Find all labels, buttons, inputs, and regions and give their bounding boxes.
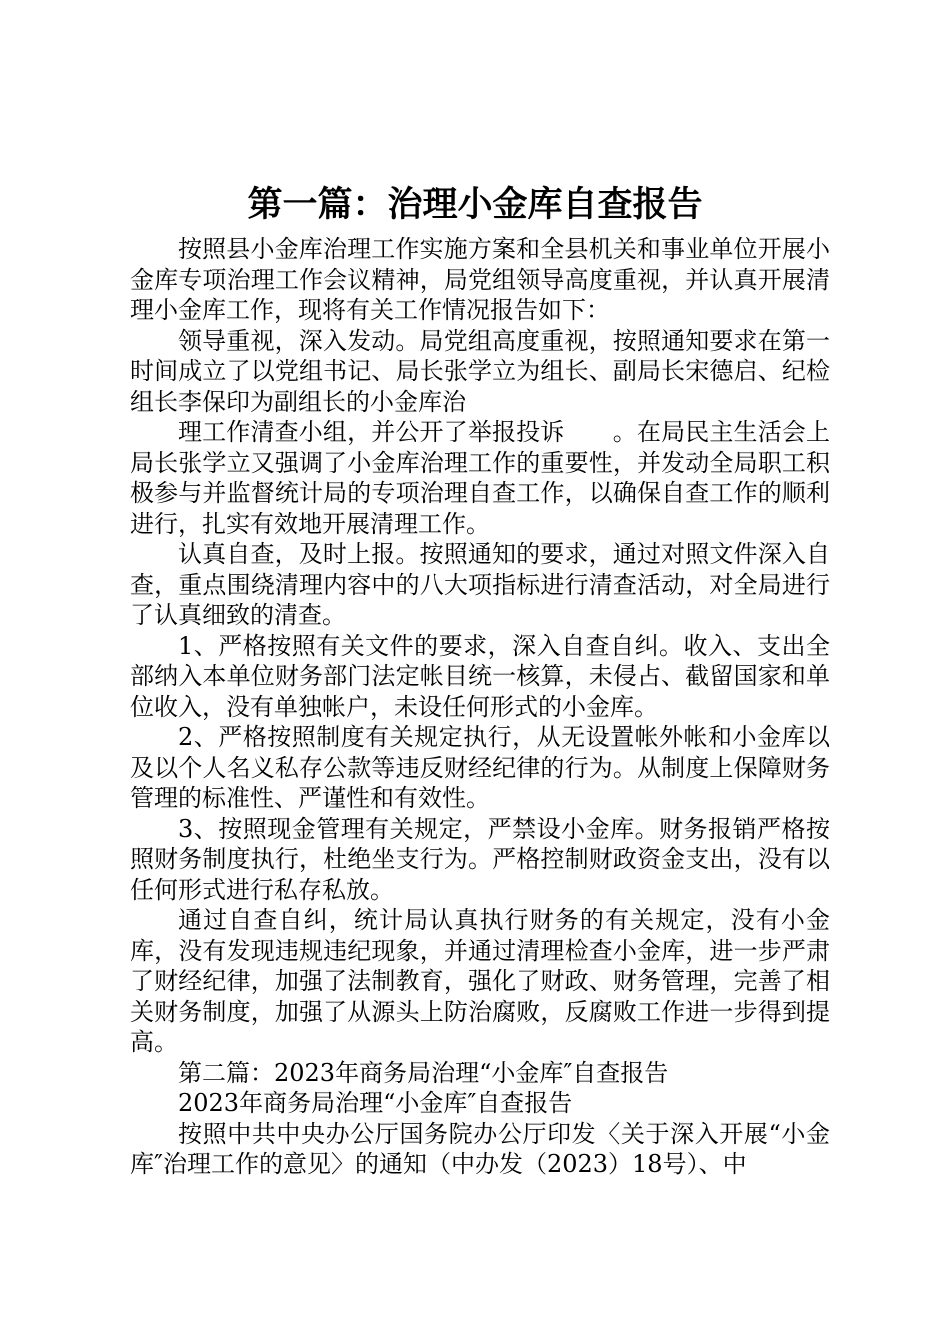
paragraph-item-2: 2、严格按照制度有关规定执行，从无设置帐外帐和小金库以及以个人名义私存公款等违反财经纪律的行为。从制度上保障财务管理的标准性、严谨性和有效性。 [130, 723, 830, 812]
paragraph-intro: 按照县小金库治理工作实施方案和全县机关和事业单位开展小金库专项治理工作会议精神，局党组领导高度重视，并认真开展清理小金库工作，现将有关工作情况报告如下： [130, 235, 830, 324]
paragraph-second-article-body: 按照中共中央办公厅国务院办公厅印发〈关于深入开展“小金库″治理工作的意见〉的通知（中办发（2023）18号）、中 [130, 1119, 830, 1178]
paragraph-item-3: 3、按照现金管理有关规定，严禁设小金库。财务报销严格按照财务制度执行，杜绝坐支行为。严格控制财政资金支出，没有以任何形式进行私存私放。 [130, 814, 830, 904]
paragraph-self-check: 认真自查，及时上报。按照通知的要求，通过对照文件深入自查，重点围绕清理内容中的八大项指标进行清查活动，对全局进行了认真细致的清查。 [130, 540, 830, 629]
paragraph-item-1: 1、严格按照有关文件的要求，深入自查自纠。收入、支出全部纳入本单位财务部门法定帐目统一核算，未侵占、截留国家和单位收入，没有单独帐户，未设任何形式的小金库。 [130, 631, 830, 721]
paragraph-conclusion: 通过自查自纠，统计局认真执行财务的有关规定，没有小金库，没有发现违规违纪现象，并通过清理检查小金库，进一步严肃了财经纪律，加强了法制教育，强化了财政、财务管理，完善了相关财务制度，加强了从源头上防治腐败，反腐败工作进一步得到提高。 [130, 906, 830, 1056]
document-body [130, 234, 830, 1180]
paragraph-leadership: 领导重视，深入发动。局党组高度重视，按照通知要求在第一时间成立了以党组书记、局长张学立为组长、副局长宋德启、纪检组长李保印为副组长的小金库治 [130, 326, 830, 416]
paragraph-leadership-continued: 理工作清查小组，并公开了举报投诉 。在局民主生活会上局长张学立又强调了小金库治理工作的重要性，并发动全局职工积极参与并监督统计局的专项治理自查工作，以确保自查工作的顺利进行，扎实有效地开展清理工作。 [130, 418, 830, 538]
paragraph-second-article-heading: 第二篇：2023年商务局治理“小金库″自查报告 [178, 1058, 669, 1087]
paragraph-second-article-title: 2023年商务局治理“小金库″自查报告 [178, 1089, 573, 1117]
document-title: 第一篇：治理小金库自查报告 [247, 185, 703, 225]
